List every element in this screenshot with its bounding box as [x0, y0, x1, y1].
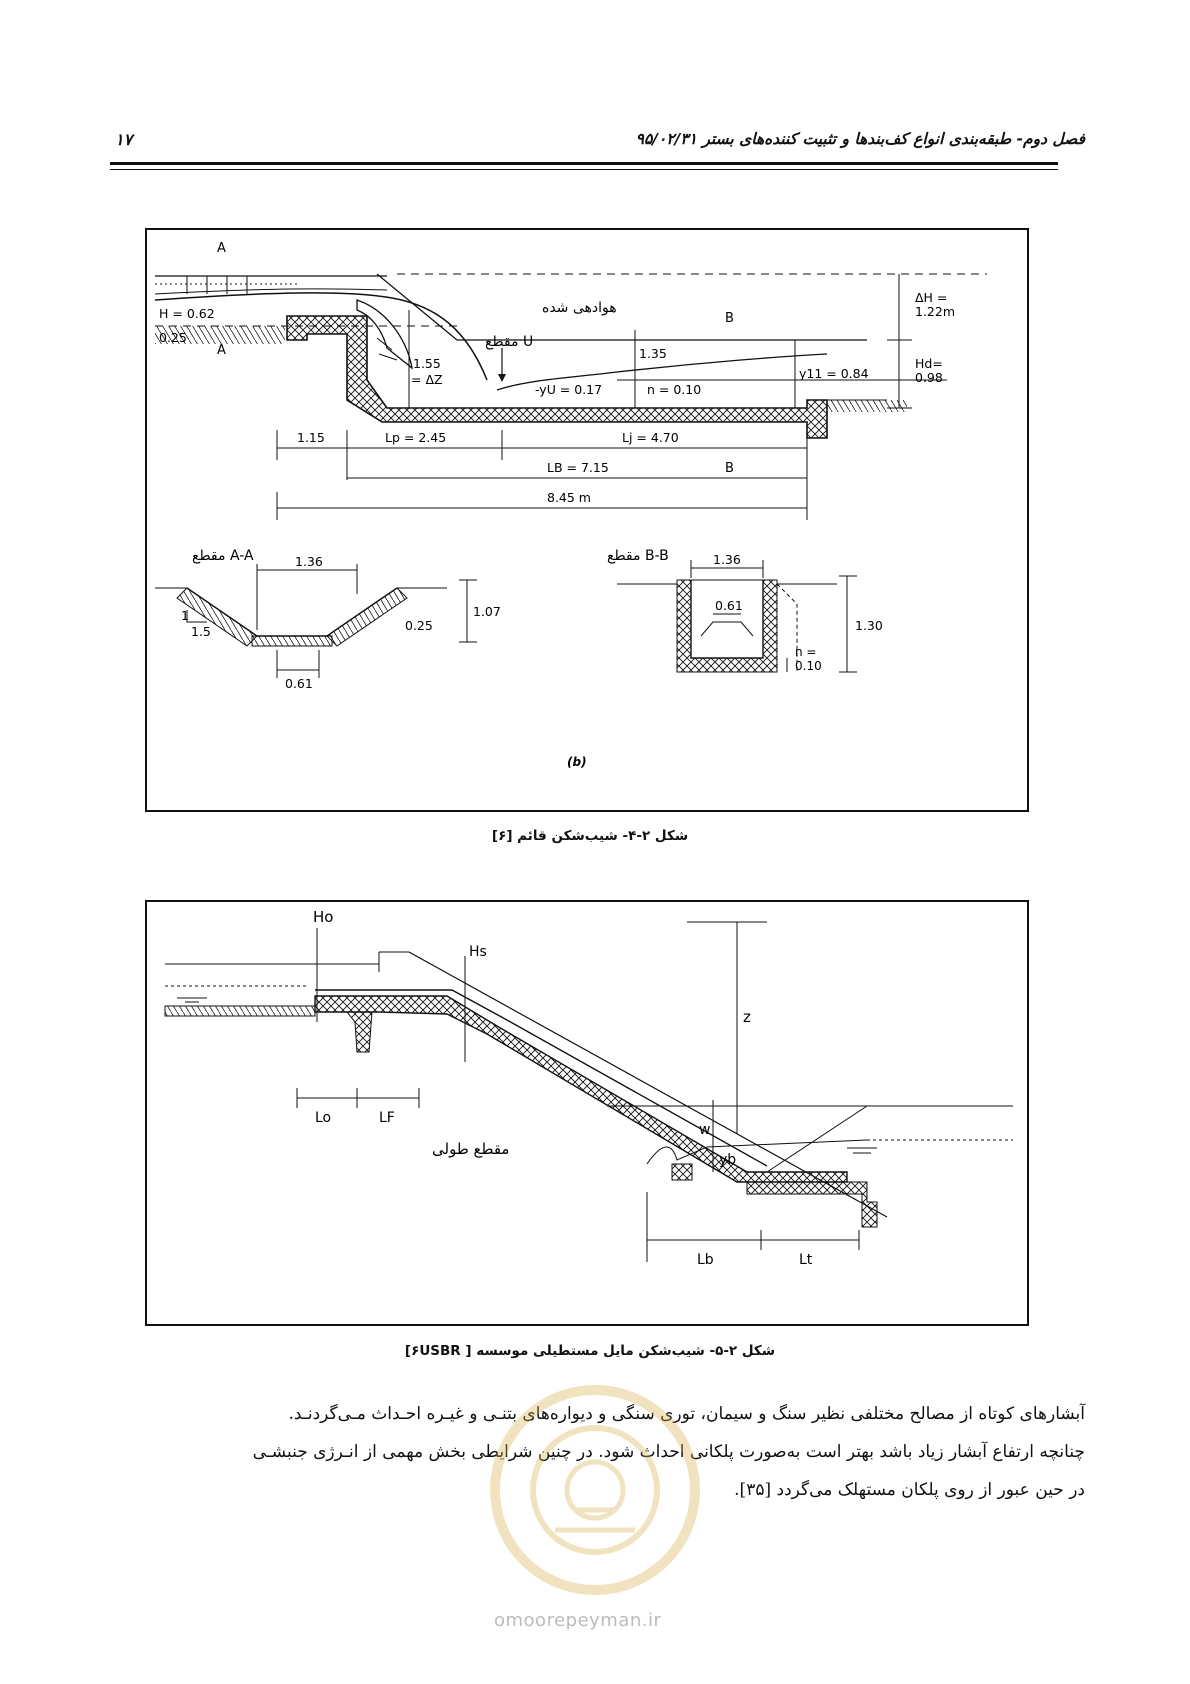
- w-label: w: [699, 1122, 711, 1138]
- figure-1-sublabel: (b): [567, 755, 587, 769]
- header-rule-thin: [110, 169, 1058, 170]
- lb-label: LB = 7.15: [547, 460, 609, 475]
- section-b-marker-bottom: B: [725, 461, 734, 476]
- lt-label: Lt: [799, 1252, 813, 1268]
- figure-1-caption: شکل ۲-۴- شیب‌شکن قائم [۶]: [491, 828, 689, 844]
- nappe-arrows: [377, 338, 397, 360]
- watermark-url: omoorepeyman.ir: [494, 1610, 662, 1631]
- z-label: z: [743, 1008, 751, 1026]
- lf-label: LF: [379, 1110, 395, 1126]
- chapter-header-title: فصل دوم- طبقه‌بندی انواع کف‌بندها و تثبیت کننده‌های بستر ۹۵/۰۲/۳۱: [635, 130, 1085, 148]
- dh-top-label: ΔH =: [915, 290, 948, 305]
- yb-label: yb: [719, 1152, 737, 1168]
- aa-slope-v-label: 1: [181, 608, 189, 623]
- dh-bottom-label: 1.22m: [915, 304, 956, 319]
- figure-2-dimensions: [297, 922, 859, 1262]
- aerated-label: هوادهی شده: [542, 300, 617, 316]
- total-length-label: 8.45 m: [547, 490, 591, 505]
- bb-height-label: 1.30: [855, 618, 883, 633]
- aa-bottom-label: 0.61: [285, 676, 313, 691]
- section-bb-drawing: [617, 560, 857, 672]
- y11-label: y11 = 0.84: [799, 366, 869, 381]
- bb-top-width-label: 1.36: [713, 552, 741, 567]
- body-line-2: چنانچه ارتفاع آبشار زیاد باشد بهتر است به‌صورت پلکانی احداث شود. در چنین شرایطی بخش مهمی از انـرژی جنبشـی: [252, 1442, 1085, 1462]
- aa-025-label: 0.25: [405, 618, 433, 633]
- n-010-label: n = 0.10: [647, 382, 702, 397]
- longitudinal-section-label: مقطع طولی: [432, 1140, 510, 1158]
- body-line-1: آبشارهای کوتاه از مصالح مختلفی نظیر سنگ و سیمان، توری سنگی و دیواره‌های بتنـی و غیـره احـداث مـی‌گردنـد.: [288, 1404, 1085, 1424]
- chute-water-surface: [315, 990, 767, 1166]
- lb-label-fig2: Lb: [697, 1252, 714, 1268]
- bb-inner-label: 0.61: [715, 598, 743, 613]
- bb-n-value: 0.10: [795, 659, 822, 673]
- aa-top-width-label: 1.36: [295, 554, 323, 569]
- figure-1-drawing: [147, 230, 1027, 810]
- aa-slope-h-label: 1.5: [191, 624, 211, 639]
- lj-label: Lj = 4.70: [622, 430, 679, 445]
- hd-top-label: Hd=: [915, 356, 943, 371]
- figure-2-frame: [145, 900, 1029, 1326]
- hd-bottom-label: 0.98: [915, 370, 943, 385]
- header-rule-thick: [110, 162, 1058, 165]
- aa-height-label: 1.07: [473, 604, 501, 619]
- drop-structure-concrete: [287, 316, 827, 438]
- lp-label: Lp = 2.45: [385, 430, 447, 445]
- figure-2-drawing: [147, 902, 1027, 1324]
- page-number: ۱۷: [115, 130, 133, 149]
- h-label: H = 0.62: [159, 306, 215, 321]
- section-bb-title: مقطع B-B: [607, 548, 669, 564]
- dim-115-label: 1.15: [297, 430, 325, 445]
- dim-025-label: 0.25: [159, 330, 187, 345]
- hs-label: Hs: [469, 944, 487, 960]
- stilling-basin: [747, 1182, 877, 1227]
- body-line-3: در حین عبور از روی پلکان مستهلک می‌گردد [۳۵].: [734, 1480, 1085, 1500]
- section-a-marker-bottom: A: [217, 343, 226, 358]
- figure-1-frame: [145, 228, 1029, 812]
- watermark-logo: [485, 1380, 705, 1600]
- yu-label: -yU = 0.17: [535, 382, 603, 397]
- cutoff-wall: [347, 1012, 372, 1052]
- upstream-bank-line: [377, 274, 457, 340]
- lo-label: Lo: [315, 1110, 332, 1126]
- dz-bottom-label: = ΔZ: [411, 372, 443, 387]
- bb-n-label: n =: [795, 645, 817, 659]
- dz-top-label: 1.55: [413, 356, 441, 371]
- section-aa-title: مقطع A-A: [192, 548, 254, 564]
- depth-135-label: 1.35: [639, 346, 667, 361]
- figure-2-caption: شکل ۲-۵- شیب‌شکن مایل مستطیلی موسسه [ ۶USBR]: [404, 1343, 776, 1359]
- section-u-label: مقطع U: [485, 334, 534, 350]
- section-u-arrowhead: [498, 374, 506, 382]
- section-b-marker-top: B: [725, 311, 734, 326]
- baffle-block: [672, 1164, 692, 1180]
- ho-label: Ho: [313, 908, 334, 926]
- section-a-marker-top: A: [217, 241, 226, 256]
- downstream-ground: [827, 400, 907, 412]
- inclined-chute-concrete: [315, 996, 847, 1182]
